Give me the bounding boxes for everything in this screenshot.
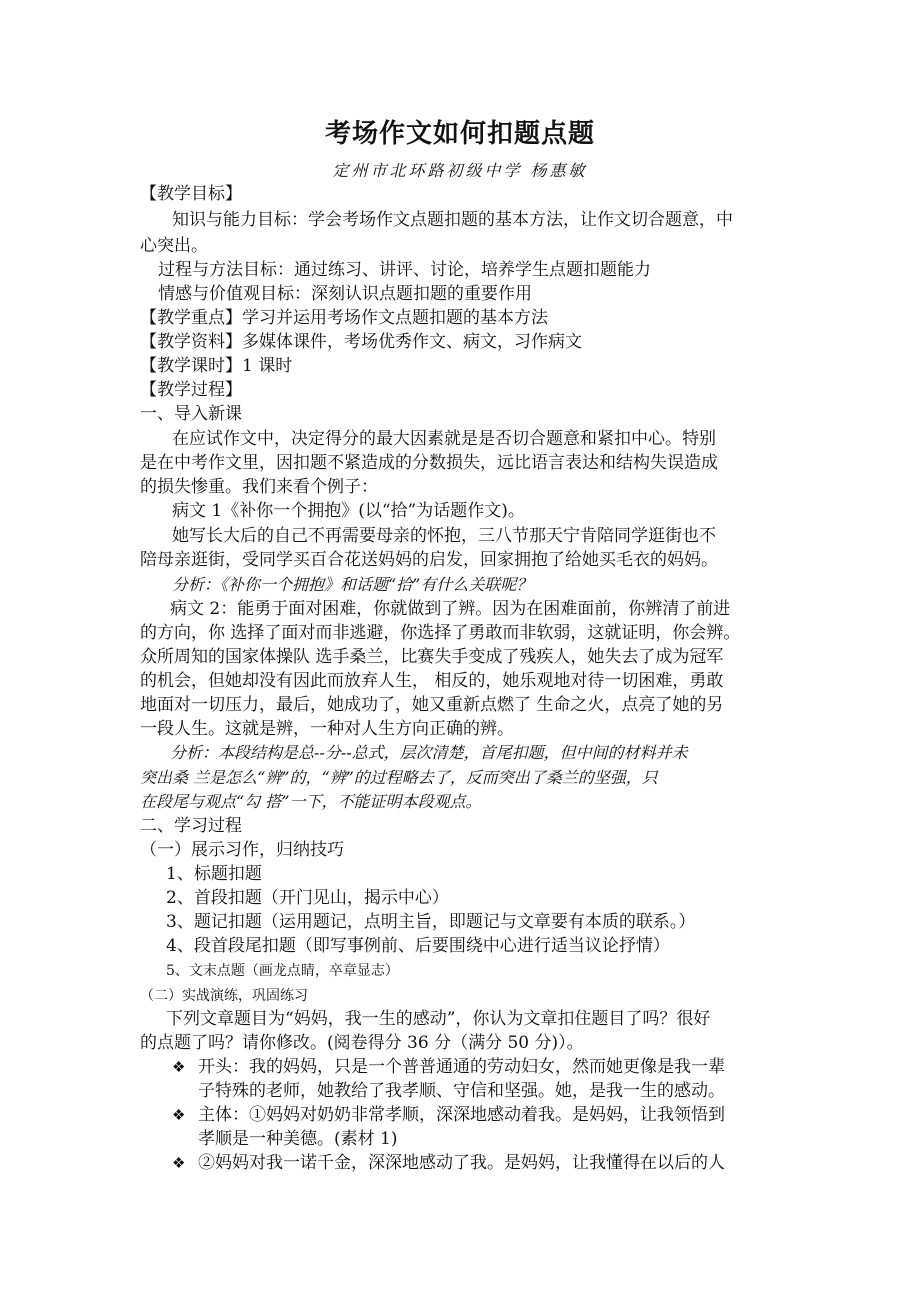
paragraph-line: 的点题了吗？请你修改。(阅卷得分 36 分（满分 50 分)）。 xyxy=(140,1033,584,1053)
bullet-text: 孝顺是一种美德。(素材 1) xyxy=(198,1129,398,1149)
list-item: 2、首段扣题（开门见山，揭示中心） xyxy=(166,888,449,908)
paragraph-line: 知识与能力目标：学会考场作文点题扣题的基本方法，让作文切合题意，中 xyxy=(172,210,733,230)
analysis-line: 分析：《补你一个拥抱》和话题“拾”有什么关联呢？ xyxy=(172,575,533,594)
paragraph-line: 下列文章题目为“妈妈，我一生的感动”，你认为文章扣住题目了吗？很好 xyxy=(166,1009,711,1029)
page-title: 考场作文如何扣题点题 xyxy=(324,119,595,149)
bullet-icon: ❖ xyxy=(172,1154,186,1172)
paragraph-line: 是在中考作文里，因扣题不紧造成的分数损失，远比语言表达和结构失误造成 xyxy=(140,453,718,473)
paragraph-line: 的方向，你 选择了面对而非逃避，你选择了勇敢而非软弱，这就证明，你会辨。 xyxy=(140,623,741,643)
paragraph-line: 她写长大后的自己不再需要母亲的怀抱，三八节那天宁肯陪同学逛街也不 xyxy=(172,526,716,546)
bullet-text: ②妈妈对我一诺千金，深深地感动了我。是妈妈，让我懂得在以后的人 xyxy=(198,1153,725,1173)
analysis-line: 分析：本段结构是总--分--总式，层次清楚，首尾扣题，但中间的材料并未 xyxy=(170,743,688,762)
bullet-text: 子特殊的老师，她教给了我孝顺、守信和坚强。她，是我一生的感动。 xyxy=(198,1081,725,1101)
list-item: 1、标题扣题 xyxy=(166,864,262,884)
paragraph-line: 地面对一切压力，最后，她成功了，她又重新点燃了 生命之火，点亮了她的另 xyxy=(140,695,724,715)
subsection-heading: （二）实战演练，巩固练习 xyxy=(140,988,308,1004)
paragraph-line: 众所周知的国家体操队 选手桑兰，比赛失手变成了残疾人，她失去了成为冠军 xyxy=(140,647,724,667)
paragraph-line: 病文 1《补你一个拥抱》(以“拾”为话题作文)。 xyxy=(172,501,525,521)
list-item: 3、题记扣题（运用题记，点明主旨，即题记与文章要有本质的联系。） xyxy=(166,912,696,932)
bullet-icon: ❖ xyxy=(172,1058,186,1076)
bullet-text: 主体：①妈妈对奶奶非常孝顺，深深地感动着我。是妈妈，让我领悟到 xyxy=(198,1105,725,1125)
section-heading: 一、导入新课 xyxy=(140,404,242,424)
section-heading: 二、学习过程 xyxy=(140,816,242,836)
analysis-line: 突出桑 兰是怎么“辨”的，“辨”的过程略去了，反而突出了桑兰的坚强，只 xyxy=(140,768,658,787)
list-item: 4、段首段尾扣题（即写事例前、后要围绕中心进行适当议论抒情） xyxy=(166,936,670,956)
section-heading: 【教学目标】 xyxy=(140,184,242,204)
section-heading: 【教学资料】多媒体课件，考场优秀作文、病文，习作病文 xyxy=(140,332,582,352)
paragraph-line: 过程与方法目标：通过练习、讲评、讨论，培养学生点题扣题能力 xyxy=(158,260,651,280)
section-heading: 【教学课时】1 课时 xyxy=(140,356,293,376)
paragraph-line: 在应试作文中，决定得分的最大因素就是是否切合题意和紧扣中心。特别 xyxy=(172,429,716,449)
paragraph-line: 的机会，但她却没有因此而放弃人生， 相反的，她乐观地对待一切困难，勇敢 xyxy=(140,671,724,691)
section-heading: 【教学重点】学习并运用考场作文点题扣题的基本方法 xyxy=(140,308,548,328)
section-heading: 【教学过程】 xyxy=(140,380,242,400)
subsection-heading: （一）展示习作，归纳技巧 xyxy=(140,840,344,860)
paragraph-line: 一段人生。这就是辨，一种对人生方向正确的辨。 xyxy=(140,719,514,739)
paragraph-line: 陪母亲逛街，受同学买百合花送妈妈的启发，回家拥抱了给她买毛衣的妈妈。 xyxy=(140,550,718,570)
analysis-line: 在段尾与观点“勾 搭”一下，不能证明本段观点。 xyxy=(140,792,482,811)
bullet-icon: ❖ xyxy=(172,1106,186,1124)
paragraph-line: 心突出。 xyxy=(140,236,208,256)
paragraph-line: 病文 2：能勇于面对困难，你就做到了辨。因为在困难面前，你辨清了前进 xyxy=(170,599,731,619)
author-line: 定州市北环路初级中学 杨惠敏 xyxy=(332,161,588,180)
bullet-text: 开头：我的妈妈，只是一个普普通通的劳动妇女，然而她更像是我一辈 xyxy=(198,1057,725,1077)
list-item: 5、文末点题（画龙点睛，卒章显志） xyxy=(166,963,399,979)
paragraph-line: 情感与价值观目标：深刻认识点题扣题的重要作用 xyxy=(158,284,532,304)
paragraph-line: 的损失惨重。我们来看个例子： xyxy=(140,477,378,497)
